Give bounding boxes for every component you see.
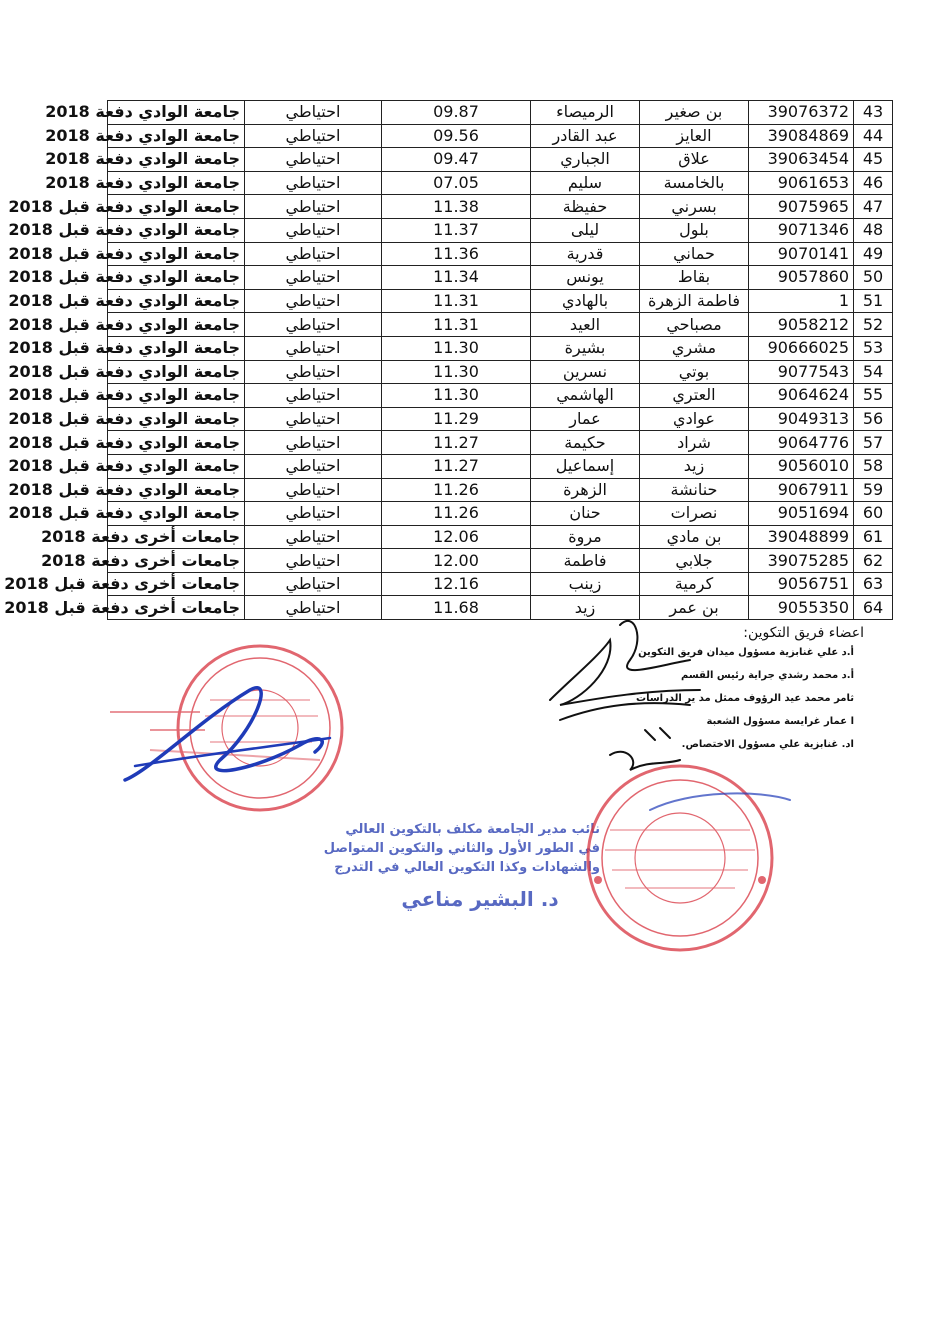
team-member-4: ا عمار غرايسة مسؤول الشعبة <box>706 716 854 727</box>
category-cell: جامعة الوادي دفعة قبل 2018 <box>108 336 245 360</box>
deputy-name: د. البشير مناعي <box>401 887 559 911</box>
row-number-cell: 55 <box>854 384 893 408</box>
last-name-cell: عوادي <box>640 407 749 431</box>
status-cell: احتياطي <box>245 313 382 337</box>
average-score-cell: 12.16 <box>382 572 531 596</box>
table-row <box>108 266 893 290</box>
last-name-cell: كرمية <box>640 572 749 596</box>
table-row <box>108 148 893 172</box>
table-row <box>108 218 893 242</box>
category-cell: جامعة الوادي دفعة قبل 2018 <box>108 313 245 337</box>
signature-left-icon <box>125 688 330 780</box>
team-member-1: أ.د علي غنابزية مسؤول ميدان فريق التكوين <box>638 647 854 658</box>
last-name-cell: بن صغير <box>640 101 749 125</box>
average-score-cell: 11.26 <box>382 478 531 502</box>
status-cell: احتياطي <box>245 502 382 526</box>
status-cell: احتياطي <box>245 336 382 360</box>
table-row <box>108 502 893 526</box>
status-cell: احتياطي <box>245 101 382 125</box>
status-cell: احتياطي <box>245 549 382 573</box>
row-number-cell: 49 <box>854 242 893 266</box>
student-id-cell: 1 <box>749 289 854 313</box>
category-cell: جامعة الوادي دفعة قبل 2018 <box>108 502 245 526</box>
training-team-title: اعضاء فريق التكوين: <box>743 625 864 641</box>
row-number-cell: 46 <box>854 171 893 195</box>
row-number-cell: 44 <box>854 124 893 148</box>
average-score-cell: 12.00 <box>382 549 531 573</box>
results-table <box>4 100 893 620</box>
status-cell: احتياطي <box>245 596 382 620</box>
table-row <box>108 454 893 478</box>
first-name-cell: الزهرة <box>531 478 640 502</box>
first-name-cell: نسرين <box>531 360 640 384</box>
average-score-cell: 09.56 <box>382 124 531 148</box>
status-cell: احتياطي <box>245 124 382 148</box>
average-score-cell: 11.31 <box>382 289 531 313</box>
first-name-cell: زينب <box>531 572 640 596</box>
status-cell: احتياطي <box>245 431 382 455</box>
last-name-cell: مشري <box>640 336 749 360</box>
row-number-cell: 64 <box>854 596 893 620</box>
first-name-cell: حنان <box>531 502 640 526</box>
last-name-cell: بالخامسة <box>640 171 749 195</box>
student-id-cell: 9055350 <box>749 596 854 620</box>
category-cell: جامعة الوادي دفعة 2018 <box>108 101 245 125</box>
first-name-cell: يونس <box>531 266 640 290</box>
last-name-cell: بسرني <box>640 195 749 219</box>
status-cell: احتياطي <box>245 195 382 219</box>
status-cell: احتياطي <box>245 242 382 266</box>
stamp-left-icon <box>110 646 342 810</box>
average-score-cell: 11.68 <box>382 596 531 620</box>
row-number-cell: 54 <box>854 360 893 384</box>
team-member-2: أ.د محمد رشدي جراية رئيس القسم <box>681 670 854 681</box>
student-id-cell: 9056010 <box>749 454 854 478</box>
status-cell: احتياطي <box>245 572 382 596</box>
last-name-cell: بقاط <box>640 266 749 290</box>
table-row <box>108 572 893 596</box>
row-number-cell: 48 <box>854 218 893 242</box>
last-name-cell: شراد <box>640 431 749 455</box>
average-score-cell: 11.27 <box>382 431 531 455</box>
average-score-cell: 11.27 <box>382 454 531 478</box>
row-number-cell: 45 <box>854 148 893 172</box>
status-cell: احتياطي <box>245 289 382 313</box>
status-cell: احتياطي <box>245 148 382 172</box>
table-row <box>108 478 893 502</box>
status-cell: احتياطي <box>245 360 382 384</box>
row-number-cell: 52 <box>854 313 893 337</box>
status-cell: احتياطي <box>245 478 382 502</box>
category-cell: جامعات أخرى دفعة قبل 2018 <box>108 596 245 620</box>
last-name-cell: حنانشة <box>640 478 749 502</box>
category-cell: جامعة الوادي دفعة قبل 2018 <box>108 242 245 266</box>
status-cell: احتياطي <box>245 384 382 408</box>
average-score-cell: 11.37 <box>382 218 531 242</box>
status-cell: احتياطي <box>245 171 382 195</box>
row-number-cell: 62 <box>854 549 893 573</box>
first-name-cell: مروة <box>531 525 640 549</box>
student-id-cell: 39063454 <box>749 148 854 172</box>
student-id-cell: 9071346 <box>749 218 854 242</box>
category-cell: جامعة الوادي دفعة قبل 2018 <box>108 360 245 384</box>
student-id-cell: 9049313 <box>749 407 854 431</box>
first-name-cell: حكيمة <box>531 431 640 455</box>
row-number-cell: 51 <box>854 289 893 313</box>
table-row <box>108 336 893 360</box>
category-cell: جامعة الوادي دفعة 2018 <box>108 148 245 172</box>
average-score-cell: 11.26 <box>382 502 531 526</box>
first-name-cell: العيد <box>531 313 640 337</box>
category-cell: جامعة الوادي دفعة قبل 2018 <box>108 218 245 242</box>
last-name-cell: مصباحي <box>640 313 749 337</box>
deputy-title-line-3: والشهادات وكذا التكوين العالي في التدرج <box>334 860 600 875</box>
row-number-cell: 47 <box>854 195 893 219</box>
average-score-cell: 11.30 <box>382 384 531 408</box>
student-id-cell: 9070141 <box>749 242 854 266</box>
table-row <box>108 171 893 195</box>
average-score-cell: 09.87 <box>382 101 531 125</box>
last-name-cell: نصرات <box>640 502 749 526</box>
last-name-cell: حماني <box>640 242 749 266</box>
last-name-cell: علاق <box>640 148 749 172</box>
student-id-cell: 9051694 <box>749 502 854 526</box>
average-score-cell: 07.05 <box>382 171 531 195</box>
table-row <box>108 407 893 431</box>
table-row <box>108 101 893 125</box>
team-member-5: اد. غنابزية علي مسؤول الاختصاص. <box>681 739 854 750</box>
average-score-cell: 11.30 <box>382 360 531 384</box>
category-cell: جامعات أخرى دفعة 2018 <box>108 549 245 573</box>
first-name-cell: عمار <box>531 407 640 431</box>
first-name-cell: حفيظة <box>531 195 640 219</box>
student-id-cell: 39075285 <box>749 549 854 573</box>
row-number-cell: 60 <box>854 502 893 526</box>
first-name-cell: إسماعيل <box>531 454 640 478</box>
first-name-cell: الرميصاء <box>531 101 640 125</box>
category-cell: جامعة الوادي دفعة قبل 2018 <box>108 195 245 219</box>
student-id-cell: 39084869 <box>749 124 854 148</box>
row-number-cell: 61 <box>854 525 893 549</box>
last-name-cell: بوتي <box>640 360 749 384</box>
table-row <box>108 431 893 455</box>
category-cell: جامعة الوادي دفعة قبل 2018 <box>108 454 245 478</box>
row-number-cell: 43 <box>854 101 893 125</box>
table-row <box>108 124 893 148</box>
table-row <box>108 549 893 573</box>
results-table-body <box>4 101 893 620</box>
row-number-cell: 58 <box>854 454 893 478</box>
last-name-cell: فاطمة الزهرة <box>640 289 749 313</box>
first-name-cell: بالهادي <box>531 289 640 313</box>
first-name-cell: ليلى <box>531 218 640 242</box>
average-score-cell: 11.31 <box>382 313 531 337</box>
row-number-cell: 63 <box>854 572 893 596</box>
first-name-cell: سليم <box>531 171 640 195</box>
average-score-cell: 11.36 <box>382 242 531 266</box>
average-score-cell: 11.29 <box>382 407 531 431</box>
table-row <box>108 360 893 384</box>
row-number-cell: 53 <box>854 336 893 360</box>
category-cell: جامعة الوادي دفعة قبل 2018 <box>108 266 245 290</box>
row-number-cell: 57 <box>854 431 893 455</box>
first-name-cell: فاطمة <box>531 549 640 573</box>
student-id-cell: 9061653 <box>749 171 854 195</box>
status-cell: احتياطي <box>245 454 382 478</box>
last-name-cell: زيد <box>640 454 749 478</box>
first-name-cell: عبد القادر <box>531 124 640 148</box>
status-cell: احتياطي <box>245 407 382 431</box>
student-id-cell: 9075965 <box>749 195 854 219</box>
category-cell: جامعة الوادي دفعة قبل 2018 <box>108 431 245 455</box>
stamp-right-icon <box>588 766 772 950</box>
average-score-cell: 09.47 <box>382 148 531 172</box>
average-score-cell: 11.30 <box>382 336 531 360</box>
first-name-cell: زيد <box>531 596 640 620</box>
first-name-cell: الهاشمي <box>531 384 640 408</box>
deputy-title-line-1: نائب مدير الجامعة مكلف بالتكوين العالي <box>345 822 600 837</box>
first-name-cell: قدرية <box>531 242 640 266</box>
status-cell: احتياطي <box>245 525 382 549</box>
category-cell: جامعات أخرى دفعة قبل 2018 <box>108 572 245 596</box>
average-score-cell: 11.38 <box>382 195 531 219</box>
category-cell: جامعات أخرى دفعة 2018 <box>108 525 245 549</box>
category-cell: جامعة الوادي دفعة 2018 <box>108 171 245 195</box>
status-cell: احتياطي <box>245 218 382 242</box>
table-row <box>108 525 893 549</box>
training-team-block <box>636 625 864 762</box>
status-cell: احتياطي <box>245 266 382 290</box>
last-name-cell: بلول <box>640 218 749 242</box>
student-id-cell: 9058212 <box>749 313 854 337</box>
table-row <box>108 242 893 266</box>
student-id-cell: 9064776 <box>749 431 854 455</box>
student-id-cell: 9067911 <box>749 478 854 502</box>
table-row <box>108 384 893 408</box>
row-number-cell: 59 <box>854 478 893 502</box>
deputy-title-line-2: في الطور الأول والثاني والتكوين المتواصل <box>323 841 600 856</box>
category-cell: جامعة الوادي دفعة قبل 2018 <box>108 478 245 502</box>
last-name-cell: جلابي <box>640 549 749 573</box>
signature-right-icon <box>650 793 790 810</box>
row-number-cell: 50 <box>854 266 893 290</box>
deputy-signature-block <box>323 820 600 911</box>
category-cell: جامعة الوادي دفعة قبل 2018 <box>108 407 245 431</box>
student-id-cell: 90666025 <box>749 336 854 360</box>
row-number-cell: 56 <box>854 407 893 431</box>
student-id-cell: 39076372 <box>749 101 854 125</box>
table-row <box>108 289 893 313</box>
table-row <box>108 596 893 620</box>
category-cell: جامعة الوادي دفعة قبل 2018 <box>108 384 245 408</box>
last-name-cell: العتري <box>640 384 749 408</box>
table-row <box>108 313 893 337</box>
average-score-cell: 11.34 <box>382 266 531 290</box>
student-id-cell: 9057860 <box>749 266 854 290</box>
team-member-3: ثامر محمد عيد الرؤوف ممثل مد ير الدراسات <box>636 693 854 704</box>
first-name-cell: الجباري <box>531 148 640 172</box>
table-row <box>108 195 893 219</box>
student-id-cell: 9064624 <box>749 384 854 408</box>
category-cell: جامعة الوادي دفعة قبل 2018 <box>108 289 245 313</box>
last-name-cell: بن مادي <box>640 525 749 549</box>
average-score-cell: 12.06 <box>382 525 531 549</box>
first-name-cell: بشيرة <box>531 336 640 360</box>
category-cell: جامعة الوادي دفعة 2018 <box>108 124 245 148</box>
student-id-cell: 9056751 <box>749 572 854 596</box>
student-id-cell: 39048899 <box>749 525 854 549</box>
last-name-cell: بن عمر <box>640 596 749 620</box>
student-id-cell: 9077543 <box>749 360 854 384</box>
last-name-cell: العايز <box>640 124 749 148</box>
